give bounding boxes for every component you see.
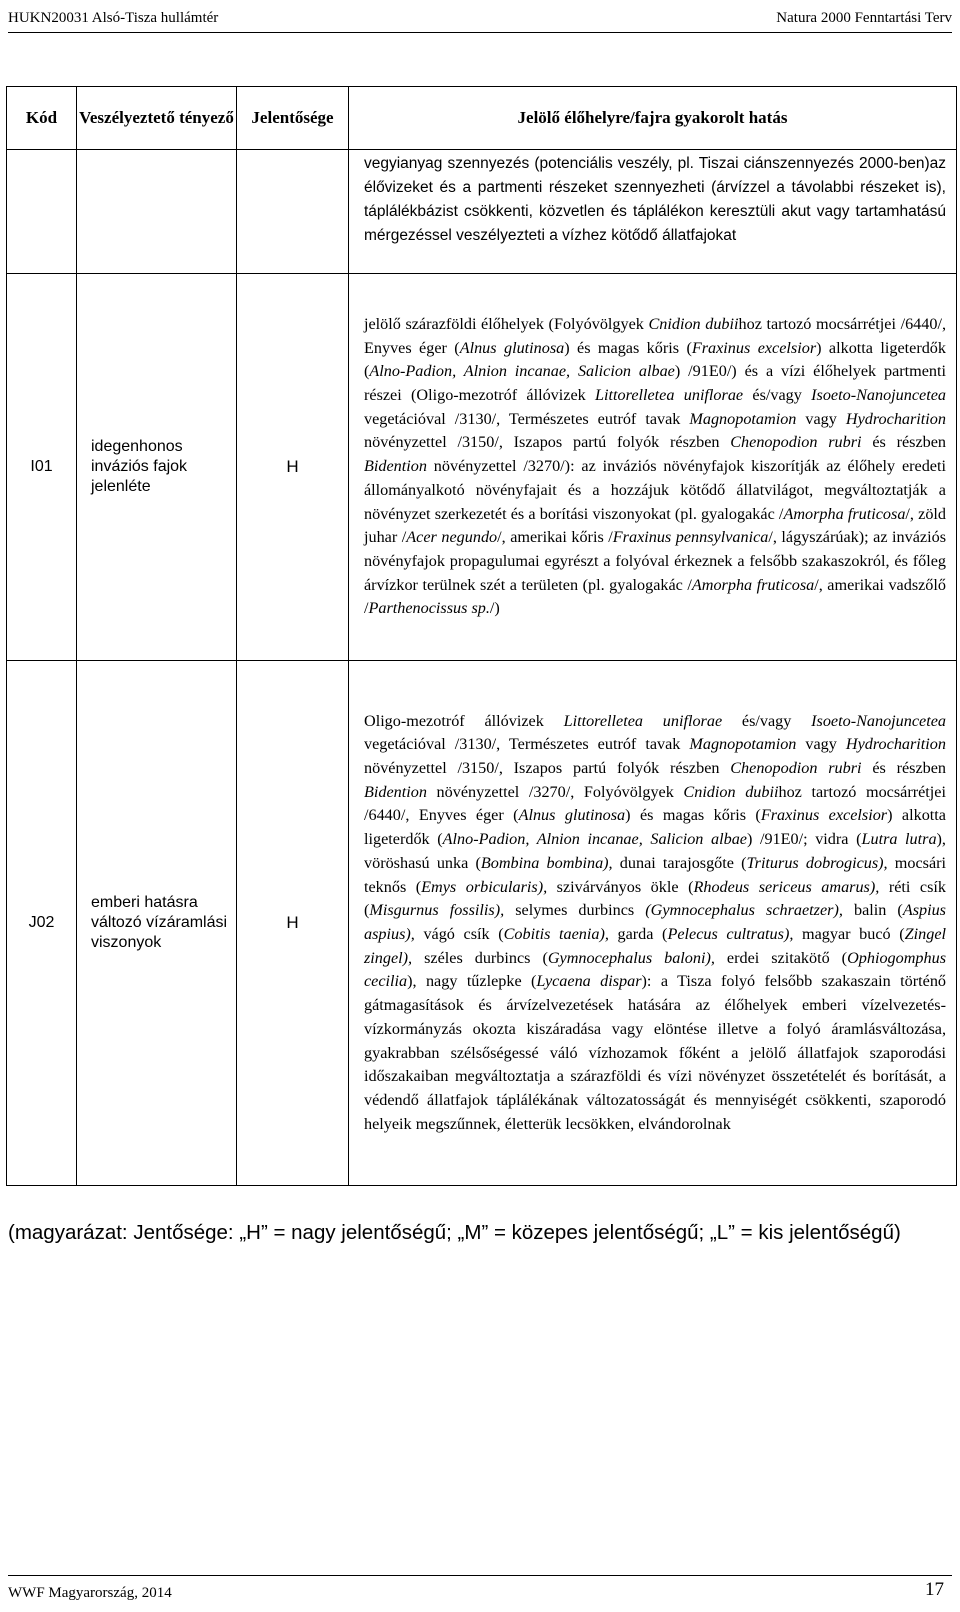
effect-text: vegetációval /3130/, Természetes eutróf tavak [364,735,690,754]
effect-text: Oligo-mezotróf állóvizek [364,711,564,730]
effect-text-italic: Alno-Padion, Alnion incanae, Salicion albae [369,362,675,381]
effect-text: vágó csík ( [414,925,504,943]
effect-text-italic: Fraxinus pennsylvanica [612,528,769,547]
column-header-threat: Veszélyeztető tényező [77,87,237,150]
effect-text: garda ( [608,925,668,943]
effect-text: széles durbincs ( [412,948,548,967]
effect-text: ) alkotta ligeterdők ( [364,338,946,381]
threat-code-cell [7,150,77,274]
threats-table [6,86,957,1186]
effect-text: /, zöld juhar / [364,504,947,547]
effect-text-italic: Bidention [364,782,427,801]
effect-text: és/vagy [743,386,812,405]
effect-text-italic: Hydrocharition [845,735,946,754]
table-row [7,274,957,661]
effect-text: vagy [796,735,846,754]
effect-text: növényzettel /3150/, Iszapos partú folyók részben [364,433,731,452]
effect-text: selymes durbincs [504,901,646,920]
table-header-row [7,87,957,150]
effect-text-italic: Hydrocharition [845,409,946,428]
effect-text: /) [489,599,500,618]
effect-text: ) /91E0/) és a vízi élőhelyek partmenti részei (Oligo-mezotróf állóvizek [364,362,947,405]
effect-text-italic: Alnus glutinosa [459,338,565,357]
effect-text: ): a Tisza folyó felsőbb szakaszain történő gátmagasítások és árvízelvezetések hatására az élőhelyek emberi vízelvezetés-vízkormányzás okozta kiszáradása vagy elöntése illetve a folyó áramlásváltozása, gyakrabban szélsőségessé váló vízhozamok főként a jelölő állatfajok szaporodási időszakaiban megváltoztatja a szárazföldi és vízi növényzet összetételét és borítását, a védendő állatfajok táplálékának változatosságát és mennyiségét csökkenti, szaporodó helyeik megszűnnek, életterük lecsökken, elvándorolnak [364,972,947,1133]
effect-text: hoz tartozó mocsárrétjei /6440/, Enyves éger ( [364,314,946,357]
effect-text-italic: Littorelletea uniflorae [563,711,723,730]
effect-text: /, amerikai kőris / [497,528,613,547]
effect-text-italic: (Gymnocephalus schraetzer), [645,901,843,920]
page-footer [8,1575,952,1606]
effect-text: /, amerikai vadszőlő / [364,575,946,618]
effect-text-italic: Zingel zingel), [364,925,946,967]
effect-text-italic: Bidention [364,457,427,476]
effect-text-italic: Chenopodion rubri [730,759,862,778]
effect-text-italic: Emys orbicularis), [421,877,548,896]
page-number: 17 [925,1579,944,1600]
significance-cell: H [237,274,349,661]
header-document-title: Natura 2000 Fenntartási Terv [776,10,952,26]
effect-text-italic: Isoeto-Nanojuncetea [811,711,946,730]
effect-text: szivárványos ökle ( [547,877,694,896]
footer-organization: WWF Magyarország, 2014 [8,1585,172,1601]
threat-name-cell: idegenhonos inváziós fajok jelenléte [77,274,237,661]
significance-cell [237,150,349,274]
effect-text: ) /91E0/; vidra ( [746,830,862,849]
effect-text: növényzettel /3270/): az inváziós növényfajok kiszorítják az élőhely eredeti állományalkotó növényfajait és a hozzájuk kötődő állatvilágot, megváltoztatják a növényzet szerkezetét és a borítási viszonyokat (pl. gyalogakác / [364,457,946,523]
table-row [7,661,957,1186]
effect-text-italic: Pelecus cultratus), [667,925,794,943]
effect-text-italic: Cobitis taenia), [503,925,609,943]
effect-text: növényzettel /3150/, Iszapos partú folyók részben [364,759,731,778]
effect-text: balin ( [842,901,903,920]
effect-text-italic: Cnidion dubii [648,314,739,333]
effect-text-italic: Gymnocephalus baloni), [547,948,715,967]
effect-text: és részben [861,433,947,452]
effect-text: jelölő szárazföldi élőhelyek (Folyóvölgyek [364,314,649,333]
column-header-code: Kód [7,87,77,150]
header-document-id: HUKN20031 Alsó-Tisza hullámtér [8,10,219,26]
effect-text: növényzettel /3270/, Folyóvölgyek [426,782,684,801]
legend-note: (magyarázat: Jentősége: „H” = nagy jelentőségű; „M” = közepes jelentőségű; „L” = kis jelentőségű) [8,1221,901,1244]
effect-cell [349,661,957,1186]
effect-text-italic: Chenopodion rubri [730,433,862,452]
effect-text-italic: Magnopotamion [689,409,797,428]
effect-text-italic: Isoeto-Nanojuncetea [811,386,946,405]
effect-text: erdei szitakötő ( [714,948,848,967]
effect-text-italic: Cnidion dubii [683,782,779,801]
effect-text: /, lágyszárúak); az inváziós növényfajok propagulumai egyrészt a folyóval érkeznek a felsőbb szakaszokról, és főleg árvízkor terülnek szét a területen (pl. gyalogakác / [364,528,946,594]
column-header-significance: Jelentősége [237,87,349,150]
page-header [8,4,952,33]
effect-text: ) alkotta ligeterdők ( [364,806,946,849]
effect-text: ), vöröshasú unka ( [364,830,946,872]
effect-text-italic: Misgurnus fossilis), [369,901,505,920]
effect-text-italic: Acer negundo [406,528,498,547]
effect-text: ) és magas kőris ( [625,806,761,825]
effect-text-italic: Triturus dobrogicus), [746,853,888,872]
effect-text: vegetációval /3130/, Természetes eutróf tavak [364,409,690,428]
effect-text: réti csík ( [364,877,946,920]
effect-text-italic: Amorpha fruticosa [691,575,815,594]
significance-cell: H [237,661,349,1186]
effect-text-italic: Littorelletea uniflorae [595,386,744,405]
effect-text: vagy [796,409,846,428]
effect-text-italic: Alnus glutinosa [518,806,626,825]
effect-text: dunai tarajosgőte ( [612,853,747,872]
effect-text-italic: Amorpha fruticosa [783,504,906,523]
column-header-effect: Jelölő élőhelyre/fajra gyakorolt hatás [349,87,957,150]
effect-cell: vegyianyag szennyezés (potenciális veszély, pl. Tiszai ciánszennyezés 2000-ben)az élővizeket és a partmenti részeket szennyezheti (árvízzel a távolabbi részeket is), táplálékbázist csökkenti, közvetlen és táplálékon keresztüli akut vagy tartamhatású mérgezéssel veszélyezteti a vízhez kötődő állatfajokat [349,150,957,274]
effect-text-italic: Bombina bombina), [480,853,613,872]
effect-text-italic: Rhodeus sericeus amarus), [693,877,880,896]
effect-text-italic: Ophiogomphus cecilia [364,948,946,991]
effect-text: és részben [861,759,947,778]
threat-code-cell: J02 [7,661,77,1186]
threat-name-cell [77,150,237,274]
effect-text: ), nagy tűzlepke ( [407,972,537,991]
effect-text: és/vagy [722,711,812,730]
effect-text-italic: Lycaena dispar [536,972,642,991]
effect-text-italic: Fraxinus excelsior [691,338,817,357]
effect-text-italic: Aspius aspius), [364,901,946,943]
threat-name-cell: emberi hatásra változó vízáramlási viszonyok [77,661,237,1186]
threat-code-cell: I01 [7,274,77,661]
effect-text-italic: Alno-Padion, Alnion incanae, Salicion albae [442,830,747,849]
effect-text-italic: Magnopotamion [689,735,797,754]
table-row [7,150,957,274]
effect-text-italic: Lutra lutra [861,830,937,849]
effect-text: mocsári teknős ( [364,853,947,896]
effect-text: ) és magas kőris ( [564,338,692,357]
effect-text: magyar bucó ( [793,925,905,943]
effect-text: hoz tartozó mocsárrétjei /6440/, Enyves éger ( [364,782,946,825]
effect-text-italic: Fraxinus excelsior [760,806,888,825]
effect-text-italic: Parthenocissus sp. [368,599,490,618]
effect-cell [349,274,957,661]
